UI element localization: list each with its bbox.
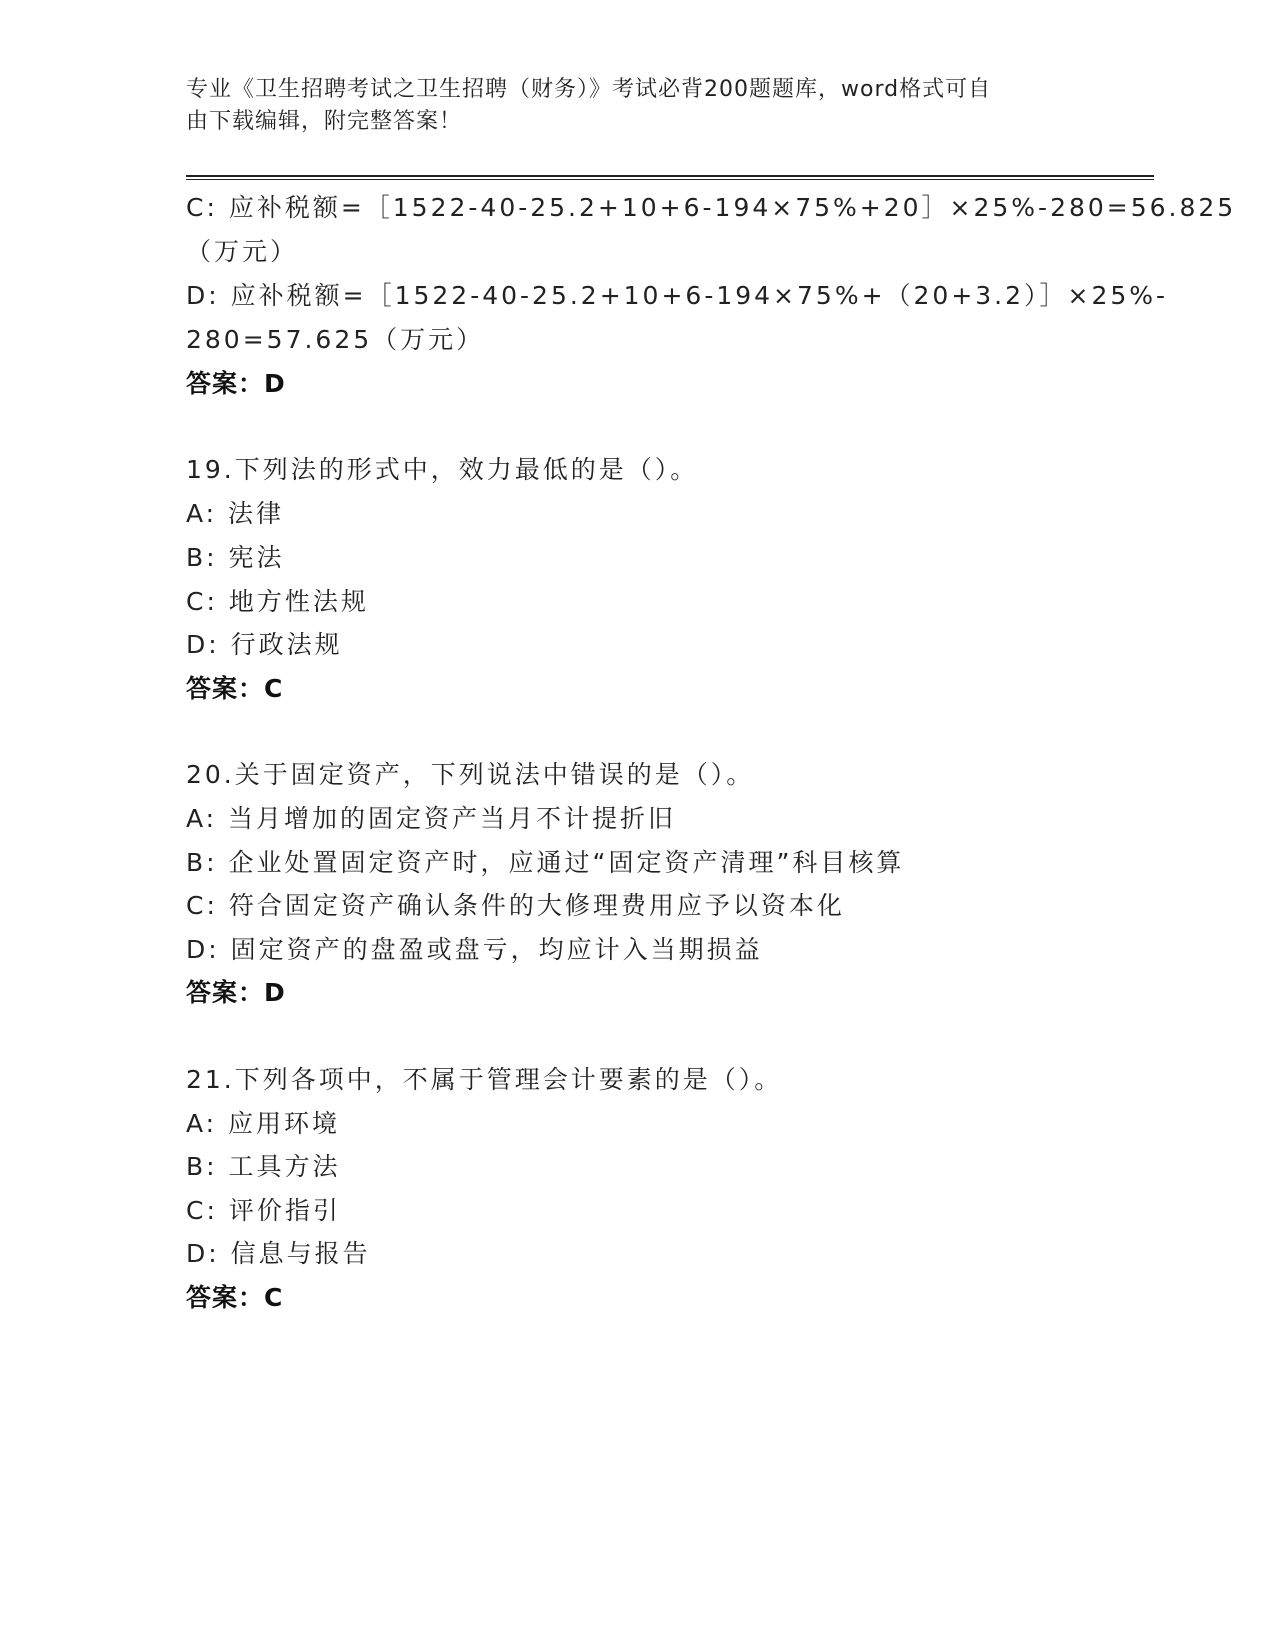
q19-option-d: D: 行政法规 xyxy=(186,630,343,659)
q21-question: 21.下列各项中，不属于管理会计要素的是（）。 xyxy=(186,1065,783,1094)
q21-option-c: C: 评价指引 xyxy=(186,1196,341,1225)
document-intro xyxy=(186,74,1086,138)
q20-answer: 答案：D xyxy=(186,978,286,1007)
q18-option-c-line1: C: 应补税额=［1522-40-25.2+10+6-194×75%+20］×25%-280=56.825 xyxy=(186,193,1237,222)
q20-question: 20.关于固定资产，下列说法中错误的是（）。 xyxy=(186,760,755,789)
header-divider xyxy=(186,175,1154,180)
q20-option-d: D: 固定资产的盘盈或盘亏，均应计入当期损益 xyxy=(186,935,763,964)
q18-option-d-line1: D: 应补税额=［1522-40-25.2+10+6-194×75%+（20+3.2）］×25%- xyxy=(186,281,1169,310)
q19-option-b: B: 宪法 xyxy=(186,543,285,572)
intro-line-2: 由下载编辑，附完整答案！ xyxy=(186,109,463,134)
q21-option-b: B: 工具方法 xyxy=(186,1152,341,1181)
q19-answer: 答案：C xyxy=(186,674,284,703)
q18-option-c-line2: （万元） xyxy=(186,237,299,266)
q19-question: 19.下列法的形式中，效力最低的是（）。 xyxy=(186,455,699,484)
q19-option-c: C: 地方性法规 xyxy=(186,587,369,616)
q19-option-a: A: 法律 xyxy=(186,499,285,528)
q20-option-a: A: 当月增加的固定资产当月不计提折旧 xyxy=(186,804,677,833)
q18-option-d-line2: 280=57.625（万元） xyxy=(186,325,485,354)
intro-line-1: 专业《卫生招聘考试之卫生招聘（财务）》考试必背200题题库，word格式可自 xyxy=(186,77,992,102)
q20-option-c: C: 符合固定资产确认条件的大修理费用应予以资本化 xyxy=(186,891,845,920)
q21-option-a: A: 应用环境 xyxy=(186,1109,341,1138)
q21-answer: 答案：C xyxy=(186,1283,284,1312)
q21-option-d: D: 信息与报告 xyxy=(186,1239,371,1268)
q20-option-b: B: 企业处置固定资产时，应通过“固定资产清理”科目核算 xyxy=(186,848,905,877)
q18-answer: 答案：D xyxy=(186,369,286,398)
